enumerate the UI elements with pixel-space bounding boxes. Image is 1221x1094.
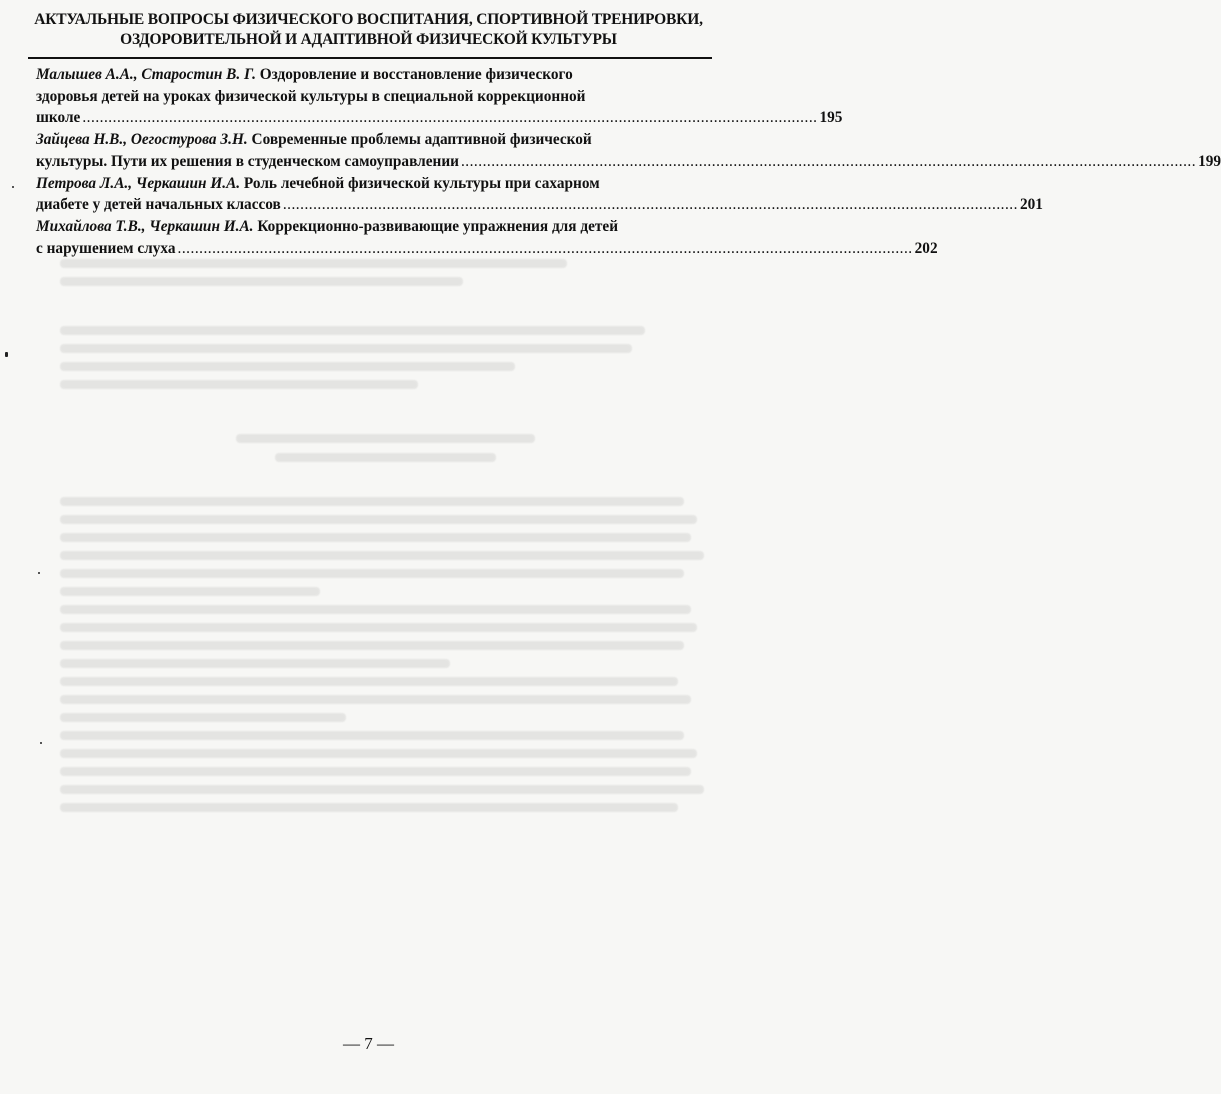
toc-title: Современные проблемы адаптивной физической [247, 131, 592, 149]
scan-speck [38, 572, 40, 574]
toc-title-cont: здоровья детей на уроках физической культуры в специальной коррекционной [36, 87, 586, 105]
scan-speck [40, 742, 42, 744]
toc-page-number: 195 [819, 109, 843, 127]
table-of-contents [36, 64, 1221, 259]
toc-page-number: 199 [1198, 152, 1221, 170]
toc-title-end: с нарушением слуха [36, 239, 176, 257]
page-number: — 7 — [343, 1034, 394, 1053]
toc-title: Роль лечебной физической культуры при сахарном [240, 174, 600, 192]
bleed-through-texture [60, 250, 710, 821]
toc-title-end: диабете у детей начальных классов [36, 196, 281, 214]
header-rule [28, 57, 712, 59]
header-line-1: АКТУАЛЬНЫЕ ВОПРОСЫ ФИЗИЧЕСКОГО ВОСПИТАНИЯ, СПОРТИВНОЙ ТРЕНИРОВКИ, [34, 11, 703, 28]
toc-title-end: культуры. Пути их решения в студенческом самоуправлении [36, 152, 459, 170]
toc-leader-dots: .......................................................................................................................................................................... [82, 109, 818, 127]
toc-authors: Петрова Л.А., Черкашин И.А. [36, 174, 241, 192]
toc-page-number: 201 [1019, 196, 1043, 214]
scan-speck [5, 352, 8, 357]
toc-entry-zaytseva[interactable] [36, 129, 1221, 172]
toc-leader-dots: .......................................................................................................................................................................... [460, 152, 1197, 170]
toc-leader-dots: .......................................................................................................................................................................... [177, 239, 913, 257]
toc-leader-dots: .......................................................................................................................................................................... [282, 196, 1018, 214]
toc-authors: Малышев А.А., Старостин В. Г. [36, 66, 256, 83]
toc-page-number: 202 [914, 239, 938, 257]
toc-entry-petrova[interactable] [36, 173, 1043, 216]
toc-title-end: школе [36, 109, 81, 127]
toc-authors: Зайцева Н.В., Оегостурова З.Н. [36, 131, 248, 149]
toc-entry-malyshev[interactable] [36, 64, 843, 129]
scan-speck [12, 186, 14, 188]
toc-title: Оздоровление и восстановление физического [255, 66, 573, 83]
header-line-2: ОЗДОРОВИТЕЛЬНОЙ И АДАПТИВНОЙ ФИЗИЧЕСКОЙ КУЛЬТУРЫ [120, 31, 617, 48]
running-header [22, 10, 715, 50]
toc-title: Коррекционно-развивающие упражнения для детей [253, 217, 619, 235]
toc-authors: Михайлова Т.В., Черкашин И.А. [36, 217, 254, 235]
